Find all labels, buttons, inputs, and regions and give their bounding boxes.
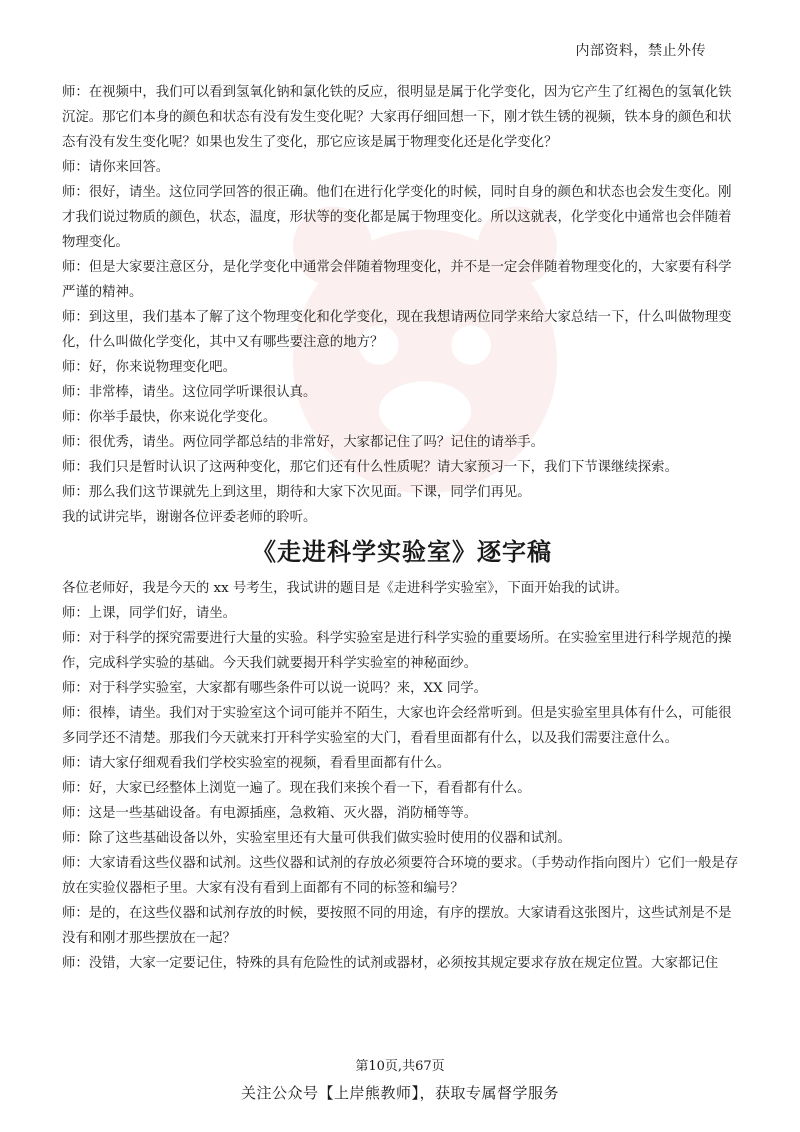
paragraph: 师：对于科学实验室，大家都有哪些条件可以说一说吗？来，XX 同学。	[62, 681, 488, 696]
paragraph: 师：请你来回答。	[62, 160, 170, 175]
paragraph: 师：那么我们这节课就先上到这里，期待和大家下次见面。下课，同学们再见。	[62, 485, 531, 500]
paragraph: 师：好，你来说物理变化吧。	[62, 360, 237, 375]
footer-promo: 关注公众号【上岸熊教师】，获取专属督学服务	[240, 1084, 559, 1102]
paragraph: 师：没错，大家一定要记住，特殊的具有危险性的试剂或器材，必须按其规定要求存放在规定位置。大家都记住	[62, 956, 719, 971]
section-title: 《走进科学实验室》逐字稿	[252, 537, 552, 566]
paragraph: 师：上课，同学们好，请坐。	[62, 606, 237, 621]
paragraph: 师：除了这些基础设备以外，实验室里还有大量可供我们做实验时使用的仪器和试剂。	[62, 831, 571, 846]
paragraph: 师：是的，在这些仪器和试剂存放的时候，要按照不同的用途，有序的摆放。大家请看这张图片，这些试剂是不是没有和刚才那些摆放在一起？	[62, 906, 732, 946]
paragraph: 师：好，大家已经整体上浏览一遍了。现在我们来挨个看一下，看看都有什么。	[62, 781, 531, 796]
paragraph: 师：在视频中，我们可以看到氢氧化钠和氯化铁的反应，很明显是属于化学变化，因为它产生了红褐色的氢氧化铁沉淀。那它们本身的颜色和状态有没有发生变化呢？大家再仔细回想一下，刚才铁生锈的视频，铁本身的颜色和状态有没有发生变化呢？如果也发生了变化，那它应该是属于物理变化还是化学变化？	[62, 85, 732, 150]
paragraph: 师：对于科学的探究需要进行大量的实验。科学实验室是进行科学实验的重要场所。在实验室里进行科学规范的操作，完成科学实验的基础。今天我们就要揭开科学实验室的神秘面纱。	[62, 631, 732, 671]
paragraph: 师：很好，请坐。这位同学回答的很正确。他们在进行化学变化的时候，同时自身的颜色和状态也会发生变化。刚才我们说过物质的颜色，状态，温度，形状等的变化都是属于物理变化。所以这就表，化学变化中通常也会伴随着物理变化。	[62, 185, 732, 250]
confidential-note: 内部资料，禁止外传	[575, 43, 706, 59]
paragraph: 师：我们只是暂时认识了这两种变化，那它们还有什么性质呢？请大家预习一下，我们下节课继续探索。	[62, 460, 678, 475]
paragraph: 师：非常棒，请坐。这位同学听课很认真。	[62, 385, 317, 400]
paragraph: 师：但是大家要注意区分，是化学变化中通常会伴随着物理变化，并不是一定会伴随着物理变化的，大家要有科学严谨的精神。	[62, 260, 732, 300]
page-number: 第10页,共67页	[355, 1059, 445, 1074]
paragraph: 师：到这里，我们基本了解了这个物理变化和化学变化，现在我想请两位同学来给大家总结一下，什么叫做物理变化，什么叫做化学变化，其中又有哪些要注意的地方？	[62, 310, 732, 350]
section-physical-chemical-change	[62, 80, 742, 530]
section-science-lab	[62, 576, 742, 976]
paragraph: 师：很棒，请坐。我们对于实验室这个词可能并不陌生，大家也许会经常听到。但是实验室里具体有什么，可能很多同学还不清楚。那我们今天就来打开科学实验室的大门，看看里面都有什么，以及我们需要注意什么。	[62, 706, 732, 746]
paragraph: 师：大家请看这些仪器和试剂。这些仪器和试剂的存放必须要符合环境的要求。（手势动作指向图片）它们一般是存放在实验仪器柜子里。大家有没有看到上面都有不同的标签和编号？	[62, 856, 739, 896]
paragraph: 各位老师好，我是今天的 xx 号考生，我试讲的题目是《走进科学实验室》，下面开始我的试讲。	[62, 581, 628, 596]
paragraph: 我的试讲完毕，谢谢各位评委老师的聆听。	[62, 510, 317, 525]
paragraph: 师：这是一些基础设备。有电源插座，急救箱、灭火器，消防桶等等。	[62, 806, 478, 821]
paragraph: 师：很优秀，请坐。两位同学都总结的非常好，大家都记住了吗？记住的请举手。	[62, 435, 545, 450]
paragraph: 师：你举手最快，你来说化学变化。	[62, 410, 277, 425]
paragraph: 师：请大家仔细观看我们学校实验室的视频，看看里面都有什么。	[62, 756, 451, 771]
document-body	[62, 80, 742, 976]
